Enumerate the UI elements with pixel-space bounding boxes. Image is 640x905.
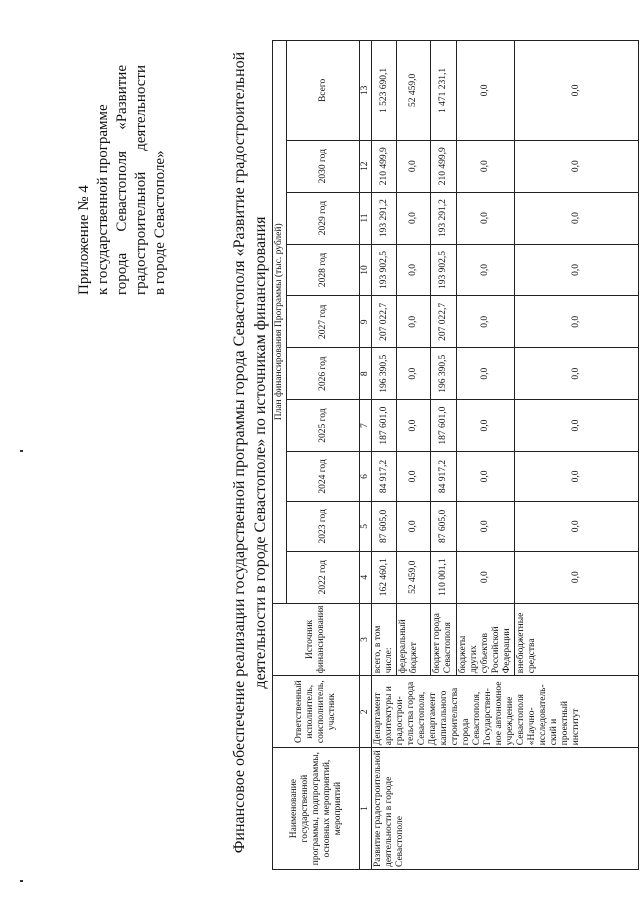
value-cell: 0,0 bbox=[397, 452, 431, 502]
scan-mark bbox=[20, 880, 23, 882]
value-cell: 0,0 bbox=[457, 296, 515, 348]
column-number: 13 bbox=[360, 41, 372, 141]
value-cell: 87 605,0 bbox=[372, 501, 397, 551]
source-cell: внебюджетные средства bbox=[515, 603, 639, 676]
value-cell: 193 902,5 bbox=[372, 244, 397, 296]
executor-cell: Департамент архитектуры и градострои-тельства города Севастополя, Департамент капитального строительства города Севастополя, Государствен-ное автономное учреждение Севастополя «Научно-исследователь-ский и проектный институт bbox=[372, 676, 639, 748]
header-total: Всего bbox=[287, 41, 360, 141]
value-cell: 0,0 bbox=[397, 400, 431, 452]
header-plan: План финансирования Программы (тыс. рублей) bbox=[273, 41, 287, 604]
header-source: Источник финансирования bbox=[273, 603, 360, 676]
column-number: 4 bbox=[360, 551, 372, 603]
header-year: 2029 год bbox=[287, 192, 360, 244]
appendix-line bbox=[132, 65, 151, 295]
column-number: 2 bbox=[360, 676, 372, 748]
appendix-word: деятельности bbox=[133, 65, 149, 151]
value-cell: 0,0 bbox=[397, 192, 431, 244]
source-cell: бюджет города Севастополя bbox=[431, 603, 457, 676]
value-cell: 84 917,2 bbox=[431, 452, 457, 502]
column-number: 9 bbox=[360, 296, 372, 348]
value-cell: 0,0 bbox=[457, 41, 515, 141]
header-year: 2027 год bbox=[287, 296, 360, 348]
appendix-word: города bbox=[114, 252, 130, 295]
value-cell: 0,0 bbox=[397, 140, 431, 192]
value-cell: 87 605,0 bbox=[431, 501, 457, 551]
column-number: 10 bbox=[360, 244, 372, 296]
header-year: 2026 год bbox=[287, 348, 360, 400]
header-year: 2028 год bbox=[287, 244, 360, 296]
value-cell: 0,0 bbox=[515, 348, 639, 400]
source-cell: бюджеты других субъектов Российской Федерации bbox=[457, 603, 515, 676]
value-cell: 0,0 bbox=[397, 244, 431, 296]
value-cell: 0,0 bbox=[397, 296, 431, 348]
header-row bbox=[273, 41, 287, 870]
header-year: 2024 год bbox=[287, 452, 360, 502]
value-cell: 0,0 bbox=[515, 244, 639, 296]
value-cell: 52 459,0 bbox=[397, 41, 431, 141]
column-number: 12 bbox=[360, 140, 372, 192]
source-cell: всего, в том числе: bbox=[372, 603, 397, 676]
scan-mark bbox=[20, 450, 23, 452]
value-cell: 0,0 bbox=[397, 348, 431, 400]
value-cell: 0,0 bbox=[397, 501, 431, 551]
header-name: Наименование государственной программы, подпрограммы, основных мероприятий, мероприятий bbox=[273, 748, 360, 870]
column-number: 8 bbox=[360, 348, 372, 400]
document-title-line-1: Финансовое обеспечение реализации государственной программы города Севастополя «Развитие градостроительной bbox=[231, 51, 248, 854]
value-cell: 0,0 bbox=[515, 551, 639, 603]
appendix-word: Севастополя bbox=[114, 151, 130, 232]
value-cell: 0,0 bbox=[457, 140, 515, 192]
appendix-line: Приложение № 4 bbox=[76, 185, 92, 295]
appendix-word: градостроительной bbox=[133, 171, 149, 295]
value-cell: 196 390,5 bbox=[372, 348, 397, 400]
value-cell: 187 601,0 bbox=[431, 400, 457, 452]
header-year: 2025 год bbox=[287, 400, 360, 452]
value-cell: 0,0 bbox=[457, 501, 515, 551]
value-cell: 0,0 bbox=[457, 244, 515, 296]
value-cell: 1 523 690,1 bbox=[372, 41, 397, 141]
column-number-row bbox=[360, 41, 372, 870]
value-cell: 187 601,0 bbox=[372, 400, 397, 452]
value-cell: 193 291,2 bbox=[431, 192, 457, 244]
program-name-cell: Развитие градостроительной деятельности в городе Севастополе bbox=[372, 748, 639, 870]
header-year: 2022 год bbox=[287, 551, 360, 603]
column-number: 11 bbox=[360, 192, 372, 244]
column-number: 7 bbox=[360, 400, 372, 452]
value-cell: 0,0 bbox=[515, 140, 639, 192]
value-cell: 0,0 bbox=[515, 192, 639, 244]
value-cell: 193 902,5 bbox=[431, 244, 457, 296]
column-number: 6 bbox=[360, 452, 372, 502]
financing-table bbox=[272, 40, 639, 870]
value-cell: 110 001,1 bbox=[431, 551, 457, 603]
source-cell: федеральный бюджет bbox=[397, 603, 431, 676]
value-cell: 210 499,9 bbox=[372, 140, 397, 192]
value-cell: 0,0 bbox=[457, 452, 515, 502]
header-year: 2030 год bbox=[287, 140, 360, 192]
value-cell: 210 499,9 bbox=[431, 140, 457, 192]
value-cell: 0,0 bbox=[457, 551, 515, 603]
appendix-line: в городе Севастополе» bbox=[152, 150, 168, 295]
column-number: 5 bbox=[360, 501, 372, 551]
appendix-word: «Развитие bbox=[114, 65, 130, 130]
value-cell: 0,0 bbox=[457, 348, 515, 400]
value-cell: 0,0 bbox=[515, 452, 639, 502]
value-cell: 207 022,7 bbox=[372, 296, 397, 348]
column-number: 1 bbox=[360, 748, 372, 870]
header-executor: Ответственный исполнитель, соисполнитель, участник bbox=[273, 676, 360, 748]
value-cell: 1 471 231,1 bbox=[431, 41, 457, 141]
value-cell: 0,0 bbox=[457, 400, 515, 452]
appendix-line bbox=[113, 65, 132, 295]
value-cell: 52 459,0 bbox=[397, 551, 431, 603]
appendix-header bbox=[75, 65, 170, 295]
value-cell: 0,0 bbox=[515, 296, 639, 348]
value-cell: 193 291,2 bbox=[372, 192, 397, 244]
value-cell: 207 022,7 bbox=[431, 296, 457, 348]
appendix-line: к государственной программе bbox=[95, 104, 111, 295]
document-title-line-2: деятельности в городе Севастополе» по источникам финансирования bbox=[252, 216, 269, 689]
value-cell: 0,0 bbox=[457, 192, 515, 244]
header-year: 2023 год bbox=[287, 501, 360, 551]
column-number: 3 bbox=[360, 603, 372, 676]
table-row bbox=[372, 41, 397, 870]
value-cell: 0,0 bbox=[515, 501, 639, 551]
value-cell: 0,0 bbox=[515, 41, 639, 141]
value-cell: 196 390,5 bbox=[431, 348, 457, 400]
value-cell: 162 460,1 bbox=[372, 551, 397, 603]
value-cell: 0,0 bbox=[515, 400, 639, 452]
value-cell: 84 917,2 bbox=[372, 452, 397, 502]
